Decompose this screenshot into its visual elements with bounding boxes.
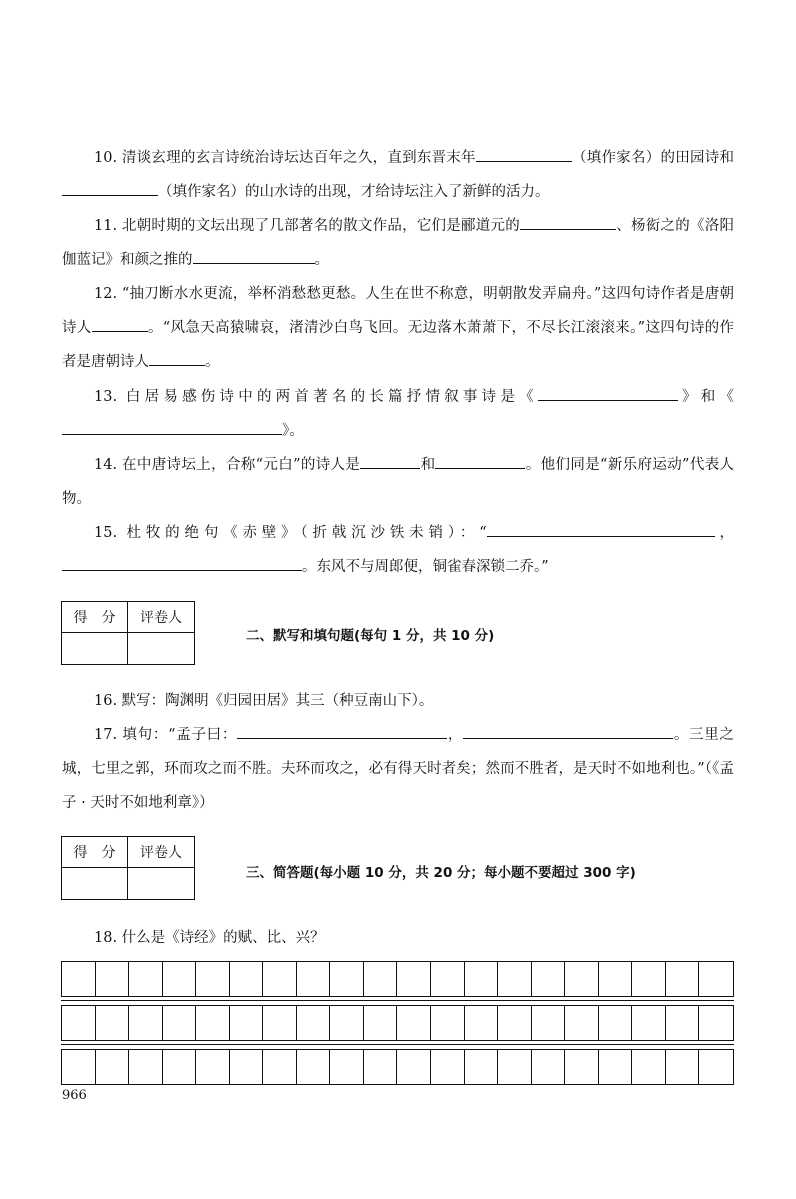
question-13-blank-2[interactable] xyxy=(62,416,282,435)
question-10-text-3: （填作家名）的山水诗的出现，才给诗坛注入了新鲜的活力。 xyxy=(158,184,550,200)
question-15 xyxy=(62,516,734,584)
question-16-text-1: 16. 默写：陶渊明《归园田居》其三（种豆南山下）。 xyxy=(94,693,434,709)
question-15-text-2: ， xyxy=(714,525,735,541)
answer-grid-row[interactable] xyxy=(61,1049,734,1085)
question-13-text-3: 》。 xyxy=(282,423,304,439)
question-15-blank-2[interactable] xyxy=(62,552,302,571)
answer-grid-row[interactable] xyxy=(61,961,734,997)
question-10-blank-2[interactable] xyxy=(62,177,158,196)
question-12-blank-2[interactable] xyxy=(149,347,205,366)
question-17-text-3: 。三里之城，七里之郭，环而攻之而不胜。夫环而攻之，必有得天时者矣；然而不胜者，是天时不如地利也。”（《孟子 · 天时不如地利章》） xyxy=(62,727,735,811)
question-10-text-1: 10. 清谈玄理的玄言诗统治诗坛达百年之久，直到东晋末年 xyxy=(94,150,476,166)
question-14-blank-2[interactable] xyxy=(435,450,525,469)
question-16 xyxy=(62,684,734,718)
grader-label: 评卷人 xyxy=(128,837,194,868)
question-10-text-2: （填作家名）的田园诗和 xyxy=(571,150,735,166)
question-14-text-2: 和 xyxy=(420,457,436,473)
grader-cell[interactable] xyxy=(128,633,194,664)
answer-grid-separator xyxy=(61,1044,734,1045)
question-13-text-2: 》和《 xyxy=(677,389,735,405)
question-15-blank-1[interactable] xyxy=(487,518,715,537)
question-12-text-2: 。“风急天高猿啸哀，渚清沙白鸟飞回。无边落木萧萧下，不尽长江滚滚来。”这四句诗的作者是唐朝诗人 xyxy=(62,320,735,370)
question-11-text-3: 。 xyxy=(314,252,329,268)
question-10 xyxy=(62,141,734,209)
question-13-text-1: 13. 白居易感伤诗中的两首著名的长篇抒情叙事诗是《 xyxy=(94,389,538,405)
score-box-section-2 xyxy=(61,601,195,665)
question-14-text-3: 。他们同是“新乐府运动”代表人物。 xyxy=(62,457,735,507)
question-17-text-2: ， xyxy=(447,727,464,743)
score-label: 得 分 xyxy=(62,602,128,633)
page-number: 966 xyxy=(62,1088,87,1103)
score-cell[interactable] xyxy=(62,633,128,664)
score-label: 得 分 xyxy=(62,837,128,868)
question-11 xyxy=(62,209,734,277)
question-11-blank-2[interactable] xyxy=(193,245,315,264)
question-15-text-1: 15. 杜牧的绝句《赤壁》（折戟沉沙铁未销）：“ xyxy=(94,525,487,541)
question-12-text-3: 。 xyxy=(205,354,220,370)
question-11-blank-1[interactable] xyxy=(520,211,616,230)
question-13-blank-1[interactable] xyxy=(538,382,678,401)
section-2-title: 二、默写和填句题(每句 1 分，共 10 分) xyxy=(246,628,495,644)
question-14-text-1: 14. 在中唐诗坛上，合称“元白”的诗人是 xyxy=(94,457,361,473)
question-17-text-1: 17. 填句：“孟子曰： xyxy=(94,727,238,743)
question-12-blank-1[interactable] xyxy=(92,313,148,332)
grader-label: 评卷人 xyxy=(128,602,194,633)
question-14 xyxy=(62,448,734,516)
score-cell[interactable] xyxy=(62,868,128,899)
question-12-text-1: 12. “抽刀断水水更流，举杯消愁愁更愁。人生在世不称意，明朝散发弄扁舟。”这四句诗作者是唐朝诗人 xyxy=(62,286,734,336)
question-14-blank-1[interactable] xyxy=(360,450,420,469)
question-15-text-3: 。东风不与周郎便，铜雀春深锁二乔。” xyxy=(302,559,549,575)
section-3-title: 三、简答题(每小题 10 分，共 20 分；每小题不要超过 300 字) xyxy=(246,865,636,881)
score-box-section-3 xyxy=(61,836,195,900)
answer-grid-row[interactable] xyxy=(61,1005,734,1041)
question-18 xyxy=(62,921,734,955)
question-10-blank-1[interactable] xyxy=(476,143,572,162)
question-17 xyxy=(62,718,734,820)
question-18-text-1: 18. 什么是《诗经》的赋、比、兴？ xyxy=(94,930,325,946)
answer-grid-separator xyxy=(61,1000,734,1001)
question-12 xyxy=(62,277,734,379)
question-13 xyxy=(62,380,734,448)
question-17-blank-1[interactable] xyxy=(237,720,447,739)
question-17-blank-2[interactable] xyxy=(463,720,673,739)
question-11-text-2: 、杨衒之的《洛阳伽蓝记》和颜之推的 xyxy=(62,218,735,268)
grader-cell[interactable] xyxy=(128,868,194,899)
question-11-text-1: 11. 北朝时期的文坛出现了几部著名的散文作品，它们是郦道元的 xyxy=(94,218,521,234)
